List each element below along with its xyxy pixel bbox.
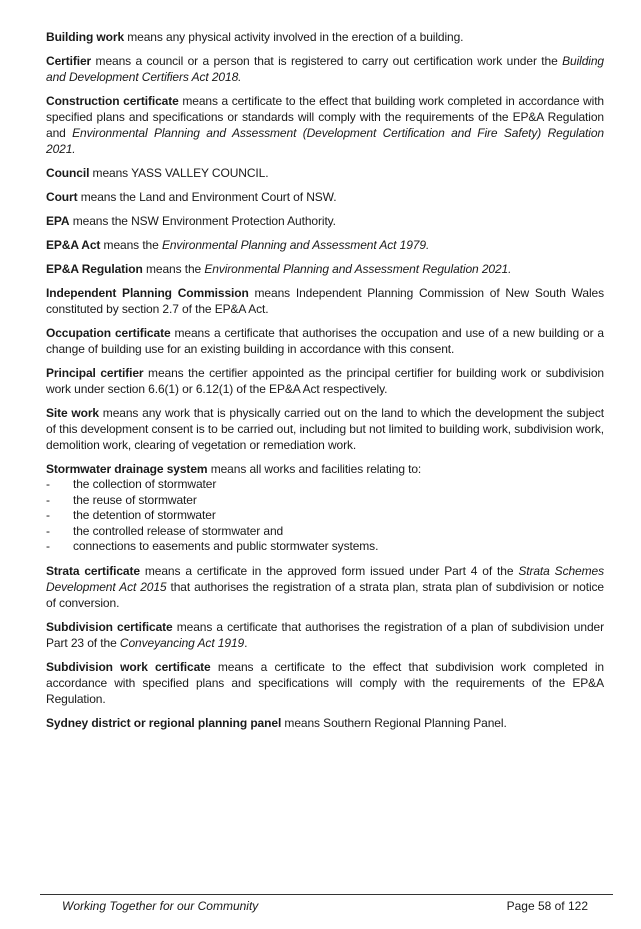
definition-paragraph	[46, 365, 604, 397]
list-item	[46, 508, 604, 524]
definition-paragraph	[46, 563, 604, 611]
footer-divider	[40, 894, 613, 895]
list-item-text: the controlled release of stormwater and	[73, 523, 284, 538]
list-marker: -	[46, 508, 50, 523]
definition-term: EP&A Regulation	[46, 262, 143, 276]
definition-citation: Environmental Planning and Assessment (Development Certification and Fire Safety) Regulation 2021.	[46, 126, 604, 156]
definition-paragraph	[46, 237, 604, 253]
definition-term: Construction certificate	[46, 94, 179, 108]
list-item	[46, 477, 604, 493]
list-marker: -	[46, 492, 50, 507]
definition-term: Court	[46, 190, 78, 204]
list-item-text: the reuse of stormwater	[73, 492, 197, 507]
definition-paragraph	[46, 325, 604, 357]
definition-text: means the Land and Environment Court of NSW.	[77, 190, 337, 204]
definition-paragraph	[46, 29, 604, 45]
list-item	[46, 493, 604, 509]
definition-term: Stormwater drainage system	[46, 462, 208, 476]
definition-term: Certifier	[46, 54, 92, 68]
definition-text: means a certificate in the approved form issued under Part 4 of the	[139, 563, 519, 578]
definition-text: means YASS VALLEY COUNCIL.	[89, 166, 269, 180]
definition-text: means the	[142, 262, 205, 276]
definition-paragraph	[46, 659, 604, 707]
definition-citation: Environmental Planning and Assessment Regulation 2021.	[204, 262, 512, 276]
list-item	[46, 524, 604, 540]
definition-citation: Environmental Planning and Assessment Act 1979.	[161, 238, 430, 252]
list-item-text: connections to easements and public stormwater systems.	[73, 539, 379, 554]
definition-text: means Independent Planning Commission of New South Wales constituted by section 2.7 of the EP&A Act.	[46, 286, 604, 316]
definition-paragraph	[46, 405, 604, 453]
definition-term: Occupation certificate	[46, 326, 171, 340]
definition-text: means Southern Regional Planning Panel.	[281, 715, 507, 730]
definition-citation: Conveyancing Act 1919	[119, 635, 245, 650]
definition-term: Strata certificate	[46, 563, 140, 578]
definition-term: Principal certifier	[46, 366, 144, 380]
footer-slogan: Working Together for our Community	[62, 899, 259, 913]
definition-paragraph	[46, 715, 604, 731]
definition-text: means the certifier appointed as the principal certifier for building work or subdivision work under section 6.6(1) or 6.12(1) of the EP&A Act respectively.	[46, 366, 605, 396]
list-item-text: the detention of stormwater	[73, 508, 216, 523]
definition-text: means the NSW Environment Protection Authority.	[69, 214, 336, 228]
definition-term: Subdivision work certificate	[46, 659, 211, 674]
page-number: Page 58 of 122	[506, 899, 588, 913]
definition-paragraph	[46, 213, 604, 229]
definition-list	[46, 477, 604, 555]
definition-text: means a council or a person that is registered to carry out certification work under the	[91, 54, 563, 68]
list-item-text: the collection of stormwater	[73, 477, 217, 491]
list-marker: -	[46, 477, 50, 491]
definition-text: means any physical activity involved in the erection of a building.	[124, 30, 464, 44]
definition-paragraph	[46, 165, 604, 181]
definition-paragraph	[46, 53, 604, 85]
definition-term: EP&A Act	[46, 238, 101, 252]
definition-text: means a certificate that authorises the occupation and use of a new building or a change of building use for an existing building in accordance with this consent.	[46, 326, 605, 356]
list-marker: -	[46, 523, 50, 538]
definition-term: EPA	[46, 214, 70, 228]
definition-paragraph	[46, 261, 604, 277]
definition-text: means all works and facilities relating to:	[207, 462, 422, 476]
definition-paragraph	[46, 461, 604, 477]
definition-paragraph	[46, 189, 604, 205]
definition-term: Site work	[46, 406, 100, 420]
definitions-section	[46, 29, 604, 739]
definition-text: means a certificate to the effect that building work completed in accordance with specified plans and specifications or standards will comply with the requirements of the EP&A Regulation and	[46, 94, 604, 140]
definition-term: Sydney district or regional planning panel	[46, 715, 282, 730]
definition-paragraph	[46, 93, 604, 157]
definition-term: Council	[46, 166, 90, 180]
definition-paragraph	[46, 619, 604, 651]
definition-text: means a certificate to the effect that subdivision work completed in accordance with specified plans and specifications will comply with the requirements of the EP&A Regulation.	[46, 659, 604, 706]
definition-text: .	[244, 635, 248, 650]
definition-text: means a certificate that authorises the registration of a plan of subdivision under Part 23 of the	[46, 619, 604, 650]
definition-text: means the	[100, 238, 162, 252]
list-marker: -	[46, 539, 50, 554]
definition-term: Independent Planning Commission	[46, 286, 249, 300]
definition-term: Subdivision certificate	[46, 619, 173, 634]
definition-citation: Building and Development Certifiers Act 2018.	[46, 54, 604, 84]
definition-term: Building work	[46, 30, 125, 44]
list-item	[46, 539, 604, 555]
definition-text: means any work that is physically carried out on the land to which the development the subject of this development consent is to be carried out, including but not limited to building work, subdivision work, demolition work, clearing of vegetation or remediation work.	[46, 406, 604, 452]
definition-paragraph	[46, 285, 604, 317]
definition-text: that authorises the registration of a strata plan, strata plan of subdivision or notice of conversion.	[46, 579, 604, 610]
definition-citation: Strata Schemes Development Act 2015	[46, 563, 604, 594]
